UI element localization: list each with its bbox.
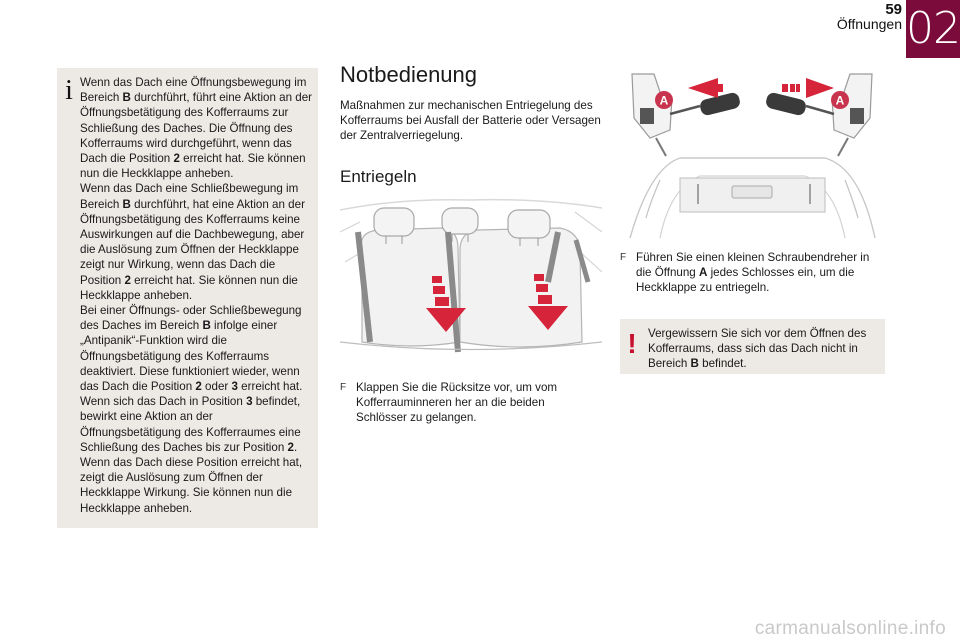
svg-text:A: A	[659, 93, 669, 108]
warning-icon: !	[627, 328, 637, 359]
chapter-tab: 02	[906, 0, 960, 58]
step-text: Klappen Sie die Rücksitze vor, um vom Kofferrauminneren her an die beiden Schlösser zu gelangen.	[356, 381, 558, 425]
warning-text: Vergewissern Sie sich vor dem Öffnen des Kofferraums, dass sich das Dach nicht in Bereich B befindet.	[648, 327, 867, 371]
info-text	[80, 75, 316, 516]
step-marker-icon: F	[340, 382, 347, 393]
svg-text:A: A	[835, 93, 845, 108]
info-paragraph-3: Bei einer Öffnungs- oder Schließbewegung des Daches im Bereich B infolge einer „Antipanik“-Funktion wird die Öffnungsbetätigung des Kofferraums deaktiviert. Diese funktioniert wieder, wenn das Dach die Position 2 oder 3 erreicht hat.	[80, 304, 303, 394]
section-heading: Notbedienung	[340, 62, 478, 87]
step-marker-icon: F	[620, 252, 627, 263]
footer	[0, 612, 960, 640]
trunk-locks-illustration	[620, 68, 885, 243]
rear-seats-illustration	[340, 192, 602, 362]
info-icon: i	[65, 75, 73, 106]
info-paragraph-4: Wenn sich das Dach in Position 3 befindet, bewirkt eine Aktion an der Öffnungsbetätigung des Kofferraumes eine Schließung des Daches bis zur Position 2. Wenn das Dach diese Position erreicht hat, zeigt die Auslösung zum Öffnen der Heckklappe Wirkung. Sie können nun die Heckklappe anheben.	[80, 395, 303, 515]
step-fold-seats	[340, 380, 602, 426]
info-paragraph-1: Wenn das Dach eine Öffnungsbewegung im Bereich B durchführt, führt eine Aktion an der Öffnungsbetätigung des Kofferraums zur Schließung des Daches. Die Öffnung des Kofferraums wird durchgeführt, wenn das Dach die Position 2 erreicht hat. Sie können nun die Heckklappe anheben.	[80, 76, 313, 181]
label-a-right	[831, 91, 849, 109]
watermark: carmanualsonline.info	[754, 618, 946, 639]
step-text: Führen Sie einen kleinen Schraubendreher in die Öffnung A jedes Schlosses ein, um die Heckklappe zu entriegeln.	[636, 251, 870, 295]
intro-paragraph: Maßnahmen zur mechanischen Entriegelung des Kofferraums bei Ausfall der Batterie oder Versagen der Zentralverriegelung.	[340, 99, 601, 143]
subsection-heading: Entriegeln	[340, 167, 417, 186]
page-number: 59	[885, 1, 902, 18]
step-insert-screwdriver	[620, 250, 882, 296]
label-a-left	[655, 91, 673, 109]
info-paragraph-2: Wenn das Dach eine Schließbewegung im Bereich B durchführt, hat eine Aktion an der Öffnungsbetätigung des Kofferraums keine Auswirkungen auf die Dachbewegung, aber die Auslösung zum Öffnen der Heckklappe zeigt nur Wirkung, wenn das Dach die Position 2 erreicht hat. Sie können nun die Heckklappe anheben.	[80, 182, 305, 302]
section-title: Öffnungen	[836, 16, 902, 32]
